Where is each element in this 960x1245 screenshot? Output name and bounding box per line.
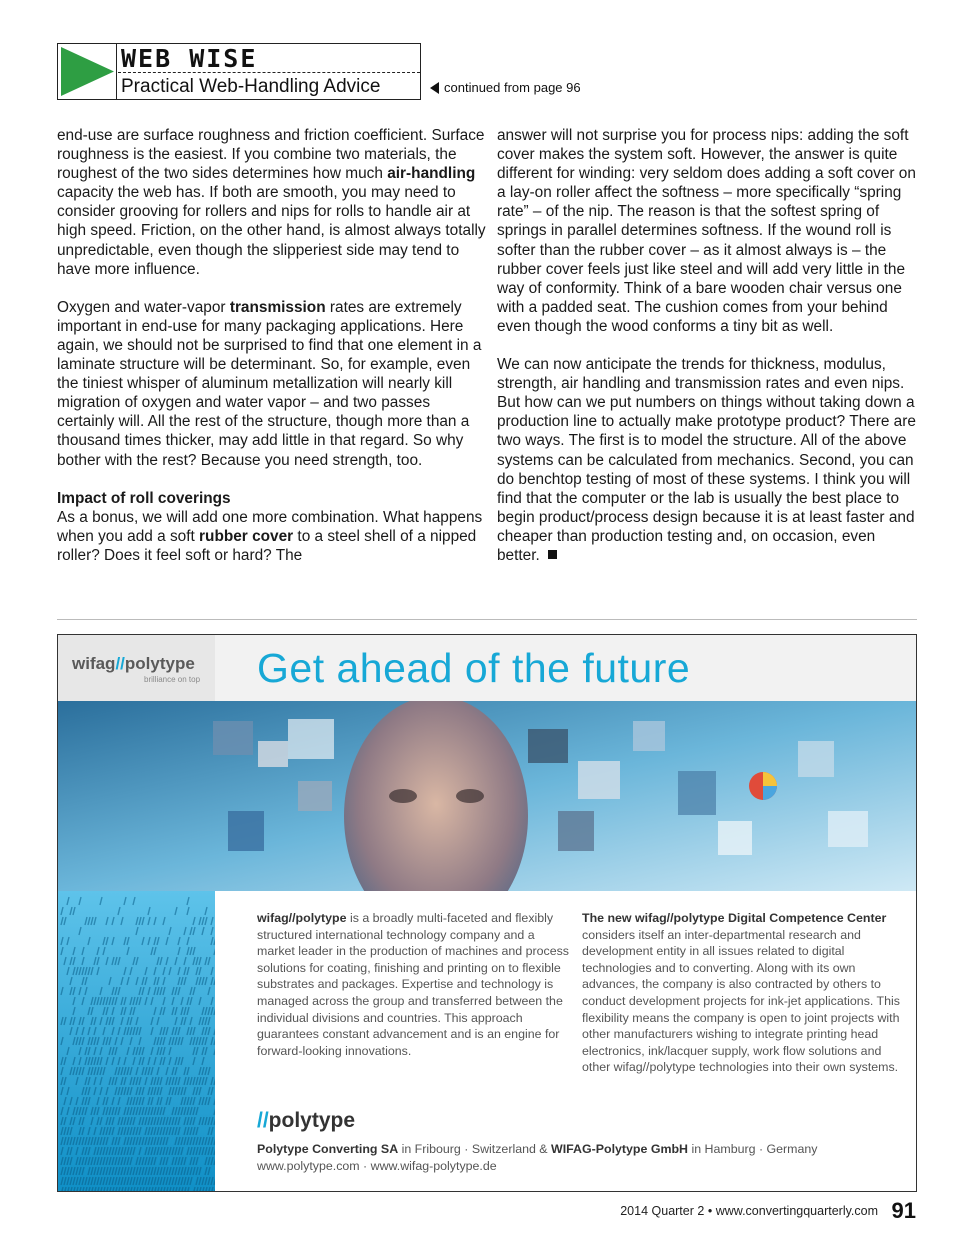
- ad-company-info: [257, 1141, 897, 1174]
- advertisement[interactable]: [57, 634, 917, 1192]
- separator-bullet: •: [707, 1204, 713, 1218]
- text-run: We can now anticipate the trends for thickness, modulus, strength, air handling and transmission rates and even nips. But how can we put numbers on things without taking down a production line to actually make prototype product? There are two ways. The first is to model the structure. All of the above systems can be calculated from mechanics. Second, you can do benchtop testing of most of these systems. I think you will find that the computer or the lab is usually the best place to begin product/process design because it is at least faster and cheaper than production testing and, on occasion, even better.: [497, 356, 916, 564]
- article-left-column: [57, 126, 487, 584]
- ad-copy-left: [257, 910, 575, 1059]
- ad-headline: Get ahead of the future: [257, 645, 691, 691]
- section-title: WEB WISE: [121, 44, 258, 73]
- end-of-article-square-icon: [548, 550, 557, 559]
- continued-text: continued from page 96: [444, 80, 581, 95]
- text-run: in Hamburg · Germany: [688, 1142, 818, 1156]
- section-divider: [57, 619, 917, 620]
- paragraph: [57, 298, 487, 470]
- left-arrow-icon: [430, 82, 439, 94]
- polytype-brand-logo: //polytype: [257, 1109, 356, 1132]
- bold-term: wifag//polytype: [257, 911, 347, 925]
- continued-note[interactable]: [430, 80, 581, 95]
- section-header: [57, 43, 421, 100]
- paragraph: [57, 126, 487, 279]
- text-run: to a steel shell of a nipped roller? Does it feel soft or hard? The: [57, 527, 477, 564]
- text-run: capacity the web has. If both are smooth, you may need to consider grooving for rollers and nips for rolls to handle air at high speed. Friction, on the other hand, is almost always totally unpredictable, even though the slipperiest side may tend to have more influence.: [57, 184, 486, 278]
- bold-term: The new wifag//polytype Digital Competence Center: [582, 911, 887, 925]
- text-run: considers itself an inter-departmental research and development entity in all issues related to digital technologies and to converting. Along with its own advances, the company is also contracted by others to conduct development projects for ink-jet applications. This flexibility means the company is open to joint projects with other manufacturers wishing to integrate printing head electronics, ink/lacquer supply, work flow solutions and other wifag//polytype technologies into their own systems.: [582, 927, 900, 1075]
- site-url[interactable]: www.convertingquarterly.com: [715, 1204, 879, 1218]
- company-name: WIFAG-Polytype GmbH: [551, 1142, 689, 1156]
- page-number: 91: [891, 1198, 916, 1223]
- ad-headline-panel: [215, 635, 916, 701]
- play-triangle-icon: [58, 44, 116, 99]
- paragraph: [57, 508, 487, 565]
- header-triangle-box: [58, 44, 117, 99]
- company-urls[interactable]: www.polytype.com · www.wifag-polytype.de: [257, 1158, 497, 1173]
- bold-term: air-handling: [387, 165, 476, 183]
- issue-label: 2014 Quarter 2: [620, 1204, 705, 1218]
- text-run: is a broadly multi-faceted and flexibly structured international technology company and a market leader in the production of machines and process solutions for coating, finishing and printing on to flexible substrates and packages. Expertise and technology is managed across the group and transferred between the individual divisions and countries. This approach guarantees constant advancement and is an engine for forward-looking innovations.: [257, 911, 570, 1058]
- section-subtitle: Practical Web-Handling Advice: [121, 76, 381, 97]
- slash-pattern-graphic: [58, 891, 215, 1192]
- subheading: Impact of roll coverings: [57, 489, 231, 507]
- company-name: Polytype Converting SA: [257, 1142, 399, 1156]
- page-footer: [620, 1198, 916, 1224]
- text-run: Oxygen and water-vapor: [57, 298, 230, 316]
- ad-logo-panel: [58, 635, 215, 701]
- bold-term: transmission: [229, 298, 326, 316]
- article-right-column: [497, 126, 922, 584]
- logo-tagline: brilliance on top: [144, 675, 201, 684]
- text-run: rates are extremely important in end-use for many packaging applications. Here again, we should not be surprised to find that one element in a laminate structure will be determinant. So, for example, even the tiniest whisper of aluminum metallization will nearly kill migration of oxygen and water vapor – and two passes certainly will. All the rest of the structure, though more than a thousand times thicker, may add little in that regard. So why bother with the rest? Because you need strength, too.: [57, 298, 482, 469]
- text-run: in Fribourg · Switzerland &: [398, 1142, 552, 1156]
- text-run: As a bonus, we will add one more combination. What happens when you add a soft: [57, 508, 483, 545]
- ad-copy-right: [582, 910, 902, 1076]
- paragraph: [497, 355, 922, 565]
- bold-term: rubber cover: [199, 527, 294, 545]
- wifag-polytype-logo: wifag//polytype: [72, 654, 195, 673]
- text-run: end-use are surface roughness and friction coefficient. Surface roughness is the easiest. If you combine two materials, the roughest of the two sides determines how much: [57, 127, 485, 183]
- header-divider: [118, 72, 420, 73]
- futuristic-face-image: [58, 701, 917, 891]
- paragraph: answer will not surprise you for process nips: adding the soft cover makes the system soft. However, the answer is quite different for winding: very seldom does adding a soft cover on a lay-on roller affect the softness – more specifically “spring rate” – of the nip. The reason is that the softest spring of springs in parallel determines softness. If the wound roll is softer than the rubber cover – as it almost always is – the rubber cover feels just like steel and will add very little in the way of conformity. Think of a bare wooden chair versus one with a padded seat. The cushion comes from your behind even though the wood conforms a tiny bit as well.: [497, 127, 916, 335]
